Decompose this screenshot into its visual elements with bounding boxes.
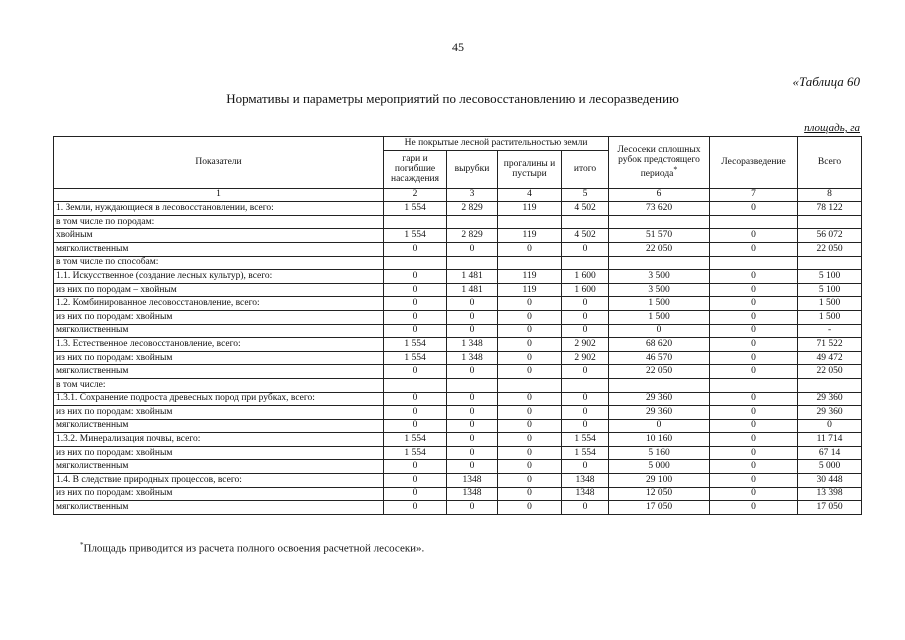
row-value: 4 502 (562, 229, 609, 243)
row-value: 22 050 (798, 365, 862, 379)
row-value: 0 (562, 460, 609, 474)
document-title: Нормативы и параметры мероприятий по лесовосстановлению и лесоразведению (226, 91, 679, 106)
row-value: 29 360 (609, 392, 710, 406)
row-value (798, 256, 862, 270)
table-row (54, 406, 862, 420)
row-value (498, 215, 562, 229)
row-value: 0 (710, 351, 798, 365)
table-row (54, 487, 862, 501)
table-row (54, 202, 862, 216)
row-label: 1.3.2. Минерализация почвы, всего: (54, 433, 384, 447)
row-value: 1 554 (384, 202, 447, 216)
row-value: 5 000 (609, 460, 710, 474)
row-value: 1 348 (447, 338, 498, 352)
row-value: 0 (710, 202, 798, 216)
norms-table (53, 136, 862, 515)
row-value (609, 256, 710, 270)
row-value: 119 (498, 202, 562, 216)
row-value: 0 (609, 324, 710, 338)
row-value: 10 160 (609, 433, 710, 447)
row-value: 0 (498, 392, 562, 406)
row-value: 3 500 (609, 283, 710, 297)
table-row (54, 338, 862, 352)
row-value (609, 378, 710, 392)
row-value: 0 (447, 242, 498, 256)
row-value: 0 (384, 501, 447, 515)
row-value: 0 (498, 406, 562, 420)
row-label: из них по породам – хвойным (54, 283, 384, 297)
row-value: - (798, 324, 862, 338)
row-value: 0 (384, 365, 447, 379)
row-value (447, 256, 498, 270)
table-row (54, 501, 862, 515)
row-value: 2 902 (562, 338, 609, 352)
row-value: 29 360 (609, 406, 710, 420)
column-number: 2 (384, 188, 447, 202)
row-value: 1 600 (562, 270, 609, 284)
row-value: 0 (384, 297, 447, 311)
row-value: 22 050 (609, 365, 710, 379)
row-value: 0 (710, 242, 798, 256)
row-label: 1.1. Искусственное (создание лесных культур), всего: (54, 270, 384, 284)
row-value: 0 (498, 338, 562, 352)
row-value: 1 500 (609, 310, 710, 324)
row-value: 1 554 (562, 433, 609, 447)
column-number: 7 (710, 188, 798, 202)
row-value (562, 256, 609, 270)
row-value: 1 500 (798, 310, 862, 324)
row-value: 0 (384, 419, 447, 433)
column-number: 1 (54, 188, 384, 202)
row-value (798, 215, 862, 229)
row-value: 29 360 (798, 406, 862, 420)
row-value: 4 502 (562, 202, 609, 216)
header-subtotal: итого (562, 150, 609, 188)
row-value: 0 (609, 419, 710, 433)
row-value: 1 554 (562, 446, 609, 460)
header-total: Всего (798, 137, 862, 189)
footnote (80, 541, 424, 555)
row-value: 5 100 (798, 283, 862, 297)
row-value: 1348 (562, 474, 609, 488)
table-row (54, 351, 862, 365)
column-number: 4 (498, 188, 562, 202)
row-value: 0 (562, 310, 609, 324)
row-value: 1 554 (384, 338, 447, 352)
footnote-mark: * (80, 541, 84, 549)
row-value: 5 160 (609, 446, 710, 460)
row-value: 0 (498, 324, 562, 338)
row-value: 3 500 (609, 270, 710, 284)
table-row (54, 378, 862, 392)
row-value (384, 378, 447, 392)
row-label: 1. Земли, нуждающиеся в лесовосстановлении, всего: (54, 202, 384, 216)
row-value: 0 (562, 392, 609, 406)
row-value: 1 348 (447, 351, 498, 365)
header-glades: прогалины и пустыри (498, 150, 562, 188)
row-value: 1 600 (562, 283, 609, 297)
row-value: 0 (710, 433, 798, 447)
row-label: 1.3. Естественное лесовосстановление, всего: (54, 338, 384, 352)
row-value: 73 620 (609, 202, 710, 216)
unit-note: площадь, га (804, 122, 860, 134)
row-value: 46 570 (609, 351, 710, 365)
row-label: 1.4. В следствие природных процессов, всего: (54, 474, 384, 488)
row-label: 1.2. Комбинированное лесовосстановление, всего: (54, 297, 384, 311)
row-value: 0 (384, 324, 447, 338)
row-value: 0 (447, 446, 498, 460)
column-number: 6 (609, 188, 710, 202)
table-row (54, 256, 862, 270)
row-value: 5 000 (798, 460, 862, 474)
row-value (562, 215, 609, 229)
row-value: 1 554 (384, 229, 447, 243)
header-clearcut (609, 137, 710, 189)
column-numbers-row (54, 188, 862, 202)
column-number: 3 (447, 188, 498, 202)
row-value (384, 256, 447, 270)
row-value: 51 570 (609, 229, 710, 243)
row-value: 30 448 (798, 474, 862, 488)
row-value: 0 (710, 283, 798, 297)
row-value: 119 (498, 270, 562, 284)
row-value: 1 554 (384, 446, 447, 460)
row-value (710, 378, 798, 392)
table-row (54, 242, 862, 256)
row-value (384, 215, 447, 229)
column-number: 8 (798, 188, 862, 202)
row-value: 0 (498, 487, 562, 501)
row-label: из них по породам: хвойным (54, 487, 384, 501)
table-row (54, 419, 862, 433)
table-row (54, 229, 862, 243)
row-value: 29 360 (798, 392, 862, 406)
row-value: 0 (384, 460, 447, 474)
table-row (54, 270, 862, 284)
row-value: 12 050 (609, 487, 710, 501)
row-value: 0 (384, 487, 447, 501)
header-indicator: Показатели (54, 137, 384, 189)
page-number: 45 (452, 40, 464, 54)
row-value (609, 215, 710, 229)
row-value: 11 714 (798, 433, 862, 447)
row-value: 71 522 (798, 338, 862, 352)
row-value: 0 (710, 392, 798, 406)
row-value: 0 (447, 460, 498, 474)
row-label: в том числе: (54, 378, 384, 392)
row-value: 22 050 (798, 242, 862, 256)
row-value: 68 620 (609, 338, 710, 352)
header-afforestation: Лесоразведение (710, 137, 798, 189)
row-label: в том числе по способам: (54, 256, 384, 270)
row-value: 0 (498, 242, 562, 256)
row-value: 0 (710, 474, 798, 488)
row-value: 0 (710, 310, 798, 324)
row-value: 119 (498, 283, 562, 297)
row-value: 0 (710, 297, 798, 311)
table-row (54, 392, 862, 406)
row-label: из них по породам: хвойным (54, 351, 384, 365)
row-value: 0 (498, 365, 562, 379)
row-value: 17 050 (609, 501, 710, 515)
row-value: 0 (710, 419, 798, 433)
table-row (54, 310, 862, 324)
row-label: из них по породам: хвойным (54, 310, 384, 324)
row-value: 0 (498, 474, 562, 488)
row-value: 0 (498, 419, 562, 433)
column-number: 5 (562, 188, 609, 202)
row-value: 78 122 (798, 202, 862, 216)
row-value: 0 (710, 338, 798, 352)
row-value: 0 (710, 365, 798, 379)
row-value: 1 554 (384, 433, 447, 447)
row-value: 0 (498, 351, 562, 365)
header-cuttings: вырубки (447, 150, 498, 188)
row-value (447, 378, 498, 392)
row-value: 0 (384, 283, 447, 297)
row-value (562, 378, 609, 392)
row-value: 1 554 (384, 351, 447, 365)
row-label: 1.3.1. Сохранение подроста древесных пород при рубках, всего: (54, 392, 384, 406)
row-value: 0 (498, 310, 562, 324)
row-label: мягколиственным (54, 324, 384, 338)
row-value: 0 (710, 229, 798, 243)
row-value: 0 (447, 392, 498, 406)
row-value: 0 (498, 297, 562, 311)
row-label: мягколиственным (54, 365, 384, 379)
row-value: 56 072 (798, 229, 862, 243)
row-value: 0 (710, 460, 798, 474)
row-value (710, 215, 798, 229)
row-label: хвойным (54, 229, 384, 243)
row-value: 1 481 (447, 270, 498, 284)
row-value: 0 (447, 406, 498, 420)
row-value: 0 (384, 406, 447, 420)
row-value (498, 378, 562, 392)
row-value: 1 500 (609, 297, 710, 311)
table-row (54, 324, 862, 338)
row-value: 0 (562, 365, 609, 379)
row-value: 0 (562, 242, 609, 256)
row-value: 0 (447, 433, 498, 447)
row-label: мягколиственным (54, 242, 384, 256)
row-value: 1 481 (447, 283, 498, 297)
row-value: 0 (710, 406, 798, 420)
row-value: 67 14 (798, 446, 862, 460)
table-row (54, 460, 862, 474)
row-value: 0 (710, 487, 798, 501)
row-value: 1348 (447, 487, 498, 501)
row-value: 0 (562, 297, 609, 311)
row-value: 0 (710, 501, 798, 515)
row-value (498, 256, 562, 270)
row-value: 29 100 (609, 474, 710, 488)
header-not-covered-group: Не покрытые лесной растительностью земли (384, 137, 609, 151)
row-value: 0 (562, 419, 609, 433)
row-value: 0 (447, 365, 498, 379)
row-value (798, 378, 862, 392)
table-row (54, 297, 862, 311)
row-value: 1348 (562, 487, 609, 501)
row-value: 0 (447, 501, 498, 515)
row-value (447, 215, 498, 229)
row-label: мягколиственным (54, 419, 384, 433)
row-value: 119 (498, 229, 562, 243)
table-row (54, 365, 862, 379)
row-label: из них по породам: хвойным (54, 446, 384, 460)
row-label: мягколиственным (54, 501, 384, 515)
table-body (54, 202, 862, 515)
row-value: 2 829 (447, 229, 498, 243)
header-clearcut-text: Лесосеки сплошных рубок предстоящего периода (617, 145, 701, 180)
row-value: 0 (447, 419, 498, 433)
footnote-text: Площадь приводится из расчета полного освоения расчетной лесосеки». (83, 542, 425, 555)
table-label: «Таблица 60 (792, 74, 860, 89)
row-value: 1348 (447, 474, 498, 488)
table-row (54, 433, 862, 447)
table-row (54, 283, 862, 297)
row-value: 0 (562, 324, 609, 338)
table-row (54, 474, 862, 488)
row-value: 0 (710, 446, 798, 460)
row-value: 0 (384, 270, 447, 284)
row-value: 0 (447, 310, 498, 324)
row-value: 0 (384, 310, 447, 324)
row-value: 0 (384, 392, 447, 406)
row-value: 0 (447, 324, 498, 338)
header-dead-stands: гари и погибшие насаждения (384, 150, 447, 188)
row-value: 0 (498, 446, 562, 460)
row-value: 0 (798, 419, 862, 433)
row-value: 49 472 (798, 351, 862, 365)
row-label: из них по породам: хвойным (54, 406, 384, 420)
row-value: 22 050 (609, 242, 710, 256)
table-row (54, 446, 862, 460)
row-value: 0 (562, 406, 609, 420)
row-value (710, 256, 798, 270)
row-value: 0 (498, 501, 562, 515)
row-value: 0 (710, 270, 798, 284)
row-value: 0 (384, 242, 447, 256)
row-value: 1 500 (798, 297, 862, 311)
row-label: в том числе по породам: (54, 215, 384, 229)
header-clearcut-mark: * (673, 165, 678, 175)
row-value: 17 050 (798, 501, 862, 515)
row-value: 2 902 (562, 351, 609, 365)
row-value: 0 (498, 460, 562, 474)
row-label: мягколиственным (54, 460, 384, 474)
row-value: 0 (562, 501, 609, 515)
row-value: 5 100 (798, 270, 862, 284)
row-value: 0 (710, 324, 798, 338)
row-value: 0 (498, 433, 562, 447)
row-value: 2 829 (447, 202, 498, 216)
table-row (54, 215, 862, 229)
row-value: 0 (384, 474, 447, 488)
row-value: 13 398 (798, 487, 862, 501)
row-value: 0 (447, 297, 498, 311)
